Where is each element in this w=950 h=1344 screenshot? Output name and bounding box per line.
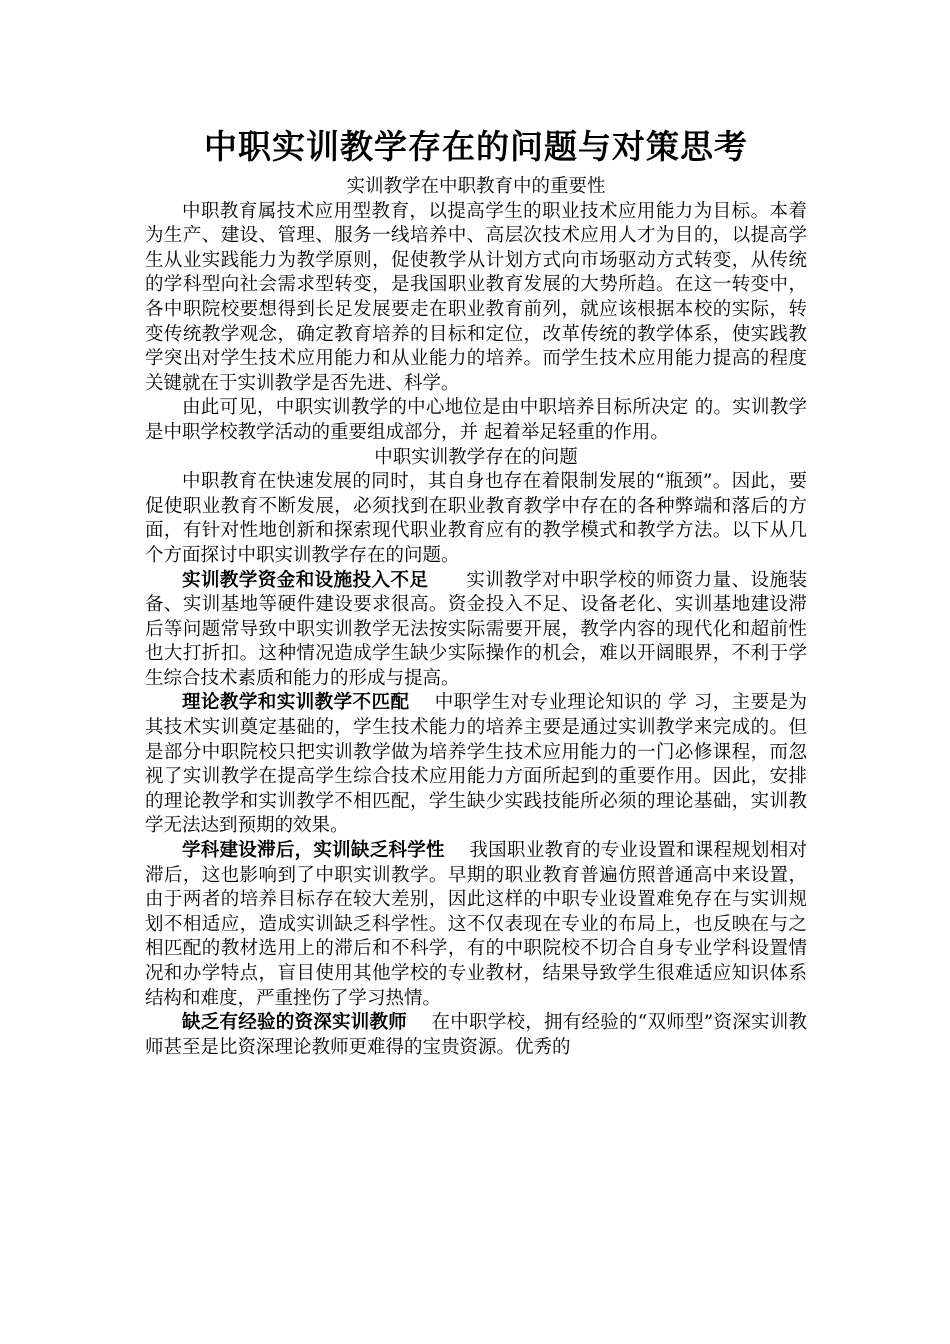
problem-lead: 缺乏有经验的资深实训教师: [182, 1012, 408, 1034]
document-title: 中职实训教学存在的问题与对策思考: [204, 127, 748, 166]
document-page: [145, 124, 807, 1060]
problem-lead: 学科建设滞后，实训缺乏科学性: [182, 840, 445, 862]
problem-lead: 实训教学资金和设施投入不足: [182, 569, 429, 591]
paragraph: 中职教育在快速发展的同时，其自身也存在着限制发展的“瓶颈”。因此，要促使职业教育不断发展，必须找到在职业教育教学中存在的各种弊端和落后的方面，有针对性地创新和探索现代职业教育应有的教学模式和教学方法。以下从几个方面探讨中职实训教学存在的问题。: [145, 471, 807, 566]
section-heading-importance: 实训教学在中职教育中的重要性: [346, 176, 606, 197]
problem-text: 实训教学对中职学校的师资力量、设施装备、实训基地等硬件建设要求很高。资金投入不足、设备老化、实训基地建设滞后等问题常导致中职实训教学无法按实际需要开展，教学内容的现代化和超前性也大打折扣。这种情况造成学生缺少实际操作的机会，难以开阔眼界，不利于学生综合技术素质和能力的形成与提高。: [145, 569, 807, 689]
paragraph: 中职教育属技术应用型教育，以提高学生的职业技术应用能力为目标。本着为生产、建设、管理、服务一线培养中、高层次技术应用人才为目的，以提高学生从业实践能力为教学原则，促使教学从计划方式向市场驱动方式转变，从传统的学科型向社会需求型转变，是我国职业教育发展的大势所趋。在这一转变中，各中职院校要想得到长足发展要走在职业教育前列，就应该根据本校的实际，转变传统教学观念，确定教育培养的目标和定位，改革传统的教学体系，使实践教学突出对学生技术应用能力和从业能力的培养。而学生技术应用能力提高的程度关键就在于实训教学是否先进、科学。: [145, 200, 807, 394]
problem-text: 中职学生对专业理论知识的 学 习，主要是为其技术实训奠定基础的，学生技术能力的培养主要是通过实训教学来完成的。但是部分中职院校只把实训教学做为培养学生技术应用能力的一门必修课程，而忽视了实训教学在提高学生综合技术应用能力方面所起到的重要作用。因此，安排的理论教学和实训教学不相匹配，学生缺少实践技能所必须的理论基础，实训教学无法达到预期的效果。: [145, 692, 807, 837]
problem-item-funding: [145, 569, 807, 692]
problem-item-discipline: [145, 839, 807, 1011]
problem-text: 我国职业教育的专业设置和课程规划相对滞后，这也影响到了中职实训教学。早期的职业教育普遍仿照普通高中来设置，由于两者的培养目标存在较大差别，因此这样的中职专业设置难免存在与实训规划不相适应，造成实训缺乏科学性。这不仅表现在专业的布局上，也反映在与之相匹配的教材选用上的滞后和不科学，有的中职院校不切合自身专业学科设置情况和办学特点，盲目使用其他学校的专业教材，结果导致学生很难适应知识体系结构和难度，严重挫伤了学习热情。: [145, 840, 807, 1009]
problem-lead: 理论教学和实训教学不匹配: [182, 692, 410, 714]
section-heading-problems: 中职实训教学存在的问题: [374, 446, 578, 468]
problem-item-teachers: [145, 1011, 807, 1060]
problem-item-mismatch: [145, 691, 807, 839]
paragraph: 由此可见，中职实训教学的中心地位是由中职培养目标所决定 的。实训教学是中职学校教学活动的重要组成部分，并 起着举足轻重的作用。: [145, 397, 807, 443]
problem-text: 在中职学校，拥有经验的“双师型”资深实训教师甚至是比资深理论教师更难得的宝贵资源。优秀的: [145, 1012, 807, 1058]
